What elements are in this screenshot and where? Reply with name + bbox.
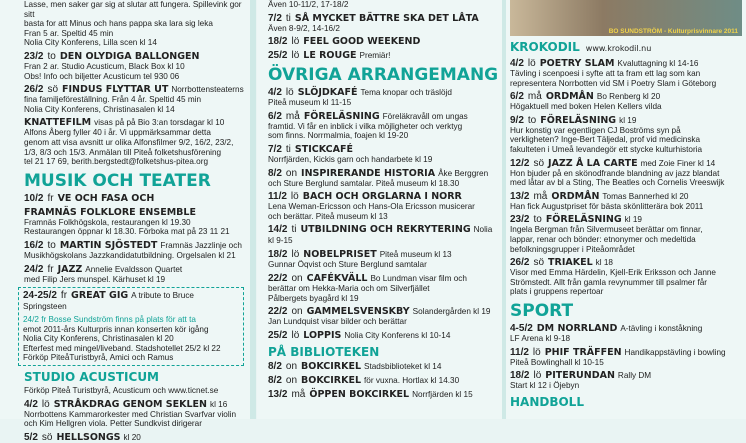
event-description-line: Nolia City Konferens, Christinasalen kl 14: [24, 104, 175, 114]
event-listing: [506, 214, 746, 254]
event-description-line: Framnäs Folkhögskola, restaurangen kl 19.30: [24, 217, 191, 227]
event-weekday: lö: [291, 36, 300, 48]
event-weekday: to: [47, 239, 56, 251]
event-header: [268, 144, 496, 155]
event-header: [268, 36, 496, 47]
event-weekday: sö: [47, 84, 59, 96]
column-right: [506, 0, 746, 419]
event-listing: [257, 87, 502, 108]
event-date: 13/2: [268, 388, 288, 400]
event-title: HELLSONGS: [56, 431, 121, 443]
event-title: ORDMÅN: [551, 190, 600, 202]
event-date: 9/2: [510, 114, 524, 126]
event-description-line: Fran 5 ar. Speltid 45 min: [24, 28, 114, 38]
featured-line: Förköp PiteåTuristbyrå, Amici och Ramus: [23, 353, 174, 363]
event-listing: [257, 224, 502, 246]
event-description-line: Alfons Åberg fyller 40 i år. Vi uppmärksammar detta: [24, 128, 211, 138]
event-description-line: Nolia City Konferens, Lilla scen kl 14: [24, 38, 157, 48]
event-weekday: må: [527, 91, 542, 103]
event-header: [268, 389, 496, 400]
event-detail: Föreläkravåll om ungas: [382, 111, 468, 121]
event-detail: visas på på Bio 3:an torsdagar kl 10: [94, 118, 225, 128]
event-listing: [257, 330, 502, 341]
event-detail: A tribute to Bruce Springsteen: [23, 291, 194, 312]
event-description-line: med Filip Jers munspel. Kärhuset kl 19: [24, 274, 166, 284]
event-description-line: 1/3, 8/3 och 15/3. Anmälan till Piteå folketshusförening: [24, 147, 222, 157]
event-header: [24, 264, 244, 275]
event-title: FRAMNÄS FOLKLORE ENSEMBLE: [24, 206, 196, 218]
event-title: SLÖJDKAFÉ: [297, 87, 358, 99]
event-listing: [257, 249, 502, 270]
event-header: [268, 224, 496, 246]
event-header: [268, 13, 496, 24]
event-description-line: verkligheten? Inge-Bert Täljedal, prof vid medicinska: [510, 135, 701, 145]
event-description-line: Fran 2 ar. Studio Acusticum, Black Box kl 10: [24, 61, 185, 71]
event-title: KNATTEFILM: [24, 117, 92, 129]
event-detail: Stadsbiblioteket kl 14: [364, 361, 442, 371]
event-weekday: må: [533, 190, 548, 202]
event-title: DM NORRLAND: [536, 322, 618, 334]
event-description-line: och Sture Berglund samtalar. Piteå museum kl 18.30: [268, 178, 460, 188]
event-listing: [0, 193, 250, 204]
event-description-line: och berättar. Piteå museum kl 13: [268, 211, 388, 221]
event-title: ORDMÅN: [545, 91, 594, 103]
event-title: GREAT GIG: [71, 290, 129, 302]
event-detail: Framnäs Jazzlinje och: [160, 240, 242, 250]
event-detail: Nolia kl 9-15: [268, 225, 493, 246]
event-title: TRIAKEL: [548, 257, 593, 269]
event-date: 4/2: [268, 87, 282, 99]
column-left: [0, 0, 250, 443]
event-description-line: Musikhögskolans Jazzkandidatutbildning. Orgelsalen kl 21: [24, 250, 236, 260]
event-header: [510, 370, 740, 381]
event-header: [24, 240, 244, 251]
event-header: [268, 87, 496, 98]
event-title: FEEL GOOD WEEKEND: [303, 36, 421, 48]
krokodil-url: www.krokodil.nu: [585, 44, 652, 53]
event-header: [510, 115, 740, 126]
photo: [510, 0, 742, 36]
event-date: 18/2: [268, 249, 288, 261]
event-title: PITERUNDAN: [545, 370, 615, 382]
event-description-line: och Kim Hellgren viola. Petter Sundkvist dirigerar: [24, 419, 202, 429]
event-date: 11/2: [510, 346, 529, 358]
event-title: BOKCIRKEL: [301, 374, 362, 386]
event-title: PHIF TRÄFFEN: [544, 346, 622, 358]
event-title: FINDUS FLYTTAR UT: [62, 84, 169, 96]
event-listing: [506, 191, 746, 212]
featured-line: emot 2011-års Kulturpris innan konserten kör igång: [23, 324, 209, 334]
event-listing: [0, 399, 250, 429]
event-listing: [0, 117, 250, 166]
event-header: [268, 361, 496, 372]
event-listing: [0, 240, 250, 261]
event-listing: [257, 0, 502, 10]
event-listing: [257, 50, 502, 61]
event-weekday: lö: [290, 191, 299, 203]
event-description-line: fina familjeföreställning. Från 4 år. Speltid 45 min: [24, 95, 202, 105]
event-listing: [23, 290, 239, 312]
event-detail: Tomas Bannerhed kl 20: [602, 191, 689, 201]
event-detail: Piteå museum kl 13: [379, 250, 452, 260]
event-description-line: Strömstedt. Allt från gamla revynummer till psalmer får: [510, 277, 708, 287]
event-date: 11/2: [268, 191, 287, 203]
event-date: 13/2: [510, 190, 530, 202]
event-title: FÖRELÄSNING: [540, 114, 617, 126]
event-description-line: Åven 10-11/2, 17-18/2: [268, 0, 349, 9]
section-heading-handboll: HANDBOLL: [510, 394, 584, 409]
event-title: GAMMELSVENSKBY: [306, 306, 410, 318]
event-weekday: lö: [533, 370, 542, 382]
event-detail: Norrfjärden kl 15: [412, 389, 473, 399]
column-middle: [257, 0, 502, 419]
event-listing: [506, 257, 746, 297]
event-detail: kl 19: [619, 115, 637, 125]
event-header: [510, 347, 740, 358]
event-description-line: Ingela Bergman från Silvermuseet berättar om finnar,: [510, 225, 703, 235]
event-detail: Annelie Evaldsson Quartet: [85, 264, 183, 274]
event-description-line: plats i gruppens repertoar: [510, 287, 604, 297]
event-listing: [257, 191, 502, 221]
event-description-line: Lasse, men saker gar sig at slutar att fungera. Spillevink gor sitt: [24, 0, 242, 19]
event-title: FÖRELÄSNING: [303, 110, 380, 122]
event-listing: [257, 111, 502, 141]
event-title: UTBILDNING OCH REKRYTERING: [300, 224, 471, 236]
event-weekday: sö: [41, 431, 53, 443]
event-listing: [257, 168, 502, 189]
event-weekday: lö: [291, 249, 300, 261]
event-description-line: fakulteten i Umeå levandegör ett stycke kulturhistoria: [510, 144, 703, 154]
event-description-line: LF Arena kl 9-18: [510, 333, 571, 343]
event-header: [510, 58, 740, 69]
event-detail: Premiär!: [359, 51, 391, 61]
event-title: FÖRELÄSNING: [545, 214, 622, 226]
event-detail: kl 18: [595, 258, 613, 268]
event-description-line: Visor med Emma Härdelin, Kjell-Erik Eriksson och Janne: [510, 268, 716, 278]
event-title: LE ROUGE: [303, 50, 357, 62]
event-title: JAZZ: [57, 263, 83, 275]
event-detail: Bo Lundman visar film och: [370, 273, 467, 283]
event-date: 10/2: [24, 192, 44, 204]
event-date: 18/2: [268, 36, 288, 48]
event-date: 23/2: [510, 214, 530, 226]
event-date: 6/2: [268, 110, 282, 122]
event-date: 26/2: [510, 257, 530, 269]
photo-caption: BO SUNDSTRÖM - Kulturprisvinnare 2011: [608, 28, 738, 35]
event-description-line: Norrbottens Kammarorkester med Christian Svarfvar violin: [24, 409, 237, 419]
event-listing: [0, 0, 250, 48]
event-header: [510, 214, 740, 225]
event-listing: [0, 207, 250, 237]
event-weekday: lö: [532, 346, 541, 358]
event-detail: för vuxna. Hortlax kl 14.30: [364, 375, 460, 385]
event-listing: [257, 144, 502, 165]
event-listing: [506, 323, 746, 344]
event-description-line: genom att visa avsnitt ur olika Alfonsfilmer 9/2, 16/2, 23/2,: [24, 137, 234, 147]
event-listing: [257, 273, 502, 303]
event-listing: [0, 432, 250, 443]
event-description-line: med låtar av bl a Sting, The Beatles och Cornelis Vreeswijk: [510, 178, 725, 188]
event-weekday: må: [291, 388, 306, 400]
featured-note: 24/2 fr Bosse Sundström finns på plats för att ta: [23, 315, 196, 325]
event-weekday: to: [527, 114, 537, 126]
event-header: [268, 273, 496, 284]
event-detail: Tema knopar och träslöjd: [360, 88, 452, 98]
event-weekday: to: [533, 214, 542, 226]
event-header: [24, 399, 244, 410]
section-heading-sport: SPORT: [510, 300, 574, 321]
event-title: VE OCH FASA OCH: [57, 192, 155, 204]
event-description-line: Hon bjuder på en skönodfrande blandning av jazz blandat: [510, 168, 720, 178]
event-date: 22/2: [268, 306, 288, 318]
event-listing: [0, 264, 250, 285]
event-detail: Kvaluttagning kl 14-16: [617, 59, 699, 68]
event-listing: [506, 158, 746, 188]
event-weekday: on: [291, 306, 303, 318]
event-listing: [506, 115, 746, 155]
featured-line: Nolia City Konferens, Christinasalen kl 20: [23, 334, 174, 344]
event-description-line: befolkningsgrupper i Piteåområdet: [510, 244, 635, 254]
event-header: [24, 432, 244, 443]
event-date: 4/2: [24, 398, 38, 410]
event-date: 4/2: [510, 58, 524, 69]
event-date: 24-25/2: [23, 290, 57, 302]
event-listing: [257, 375, 502, 386]
event-listing: [257, 36, 502, 47]
event-header: [510, 323, 740, 334]
event-detail: Norrbottensteaterns: [171, 85, 244, 95]
event-title: JAZZ Å LA CARTE: [548, 157, 638, 169]
event-weekday: fr: [60, 290, 68, 302]
event-weekday: sö: [533, 157, 545, 169]
event-header: [24, 84, 244, 95]
event-date: 25/2: [268, 50, 288, 62]
event-date: 24/2: [24, 263, 44, 275]
event-title: BACH OCH ORGLARNA I NORR: [302, 191, 462, 203]
event-title: INSPIRERANDE HISTORIA: [301, 167, 436, 179]
event-header: [268, 191, 496, 202]
event-description-line: Restaurangen öppnar kl 18.30. Förboka mat på 23 11 21: [24, 227, 230, 237]
event-header: [510, 158, 740, 169]
event-listing: [506, 91, 746, 112]
event-detail: kl 19: [624, 215, 642, 225]
event-date: 8/2: [268, 374, 282, 386]
event-header: [268, 249, 496, 260]
event-title: DEN OLYDIGA BALLONGEN: [59, 50, 200, 62]
event-weekday: on: [291, 272, 303, 284]
event-weekday: on: [285, 360, 298, 372]
event-description-line: Lena Weman-Ericsson och Hans-Ola Ericsson musicerar: [268, 202, 475, 212]
event-date: 8/2: [268, 360, 282, 372]
event-description-line: Även 8-9/2, 14-16/2: [268, 23, 340, 33]
event-description-line: berättar om Hekka-Maria och om Silverfjället: [268, 283, 430, 293]
event-detail: Rally DM: [617, 371, 652, 381]
event-detail: kl 16: [209, 399, 228, 409]
event-detail: Bo Renberg kl 20: [596, 92, 661, 102]
event-header: [510, 257, 740, 268]
event-header: [24, 207, 244, 218]
event-date: 7/2: [268, 143, 282, 155]
event-weekday: on: [285, 374, 298, 386]
event-detail: Nolia City Konferens kl 10-14: [344, 330, 451, 340]
event-date: 12/2: [510, 157, 530, 169]
event-detail: Solandergården kl 19: [412, 307, 491, 317]
featured-event-box: [18, 287, 244, 366]
event-description-line: Piteå Bowlinghall kl 10-15: [510, 357, 604, 367]
event-title: SÅ MYCKET BÄTTRE SKA DET LÅTA: [294, 12, 479, 24]
event-date: 18/2: [510, 370, 530, 382]
event-description-line: Jan Lundquist visar bilder och berättar: [268, 317, 407, 327]
event-listing: [506, 58, 746, 88]
event-date: 7/2: [268, 12, 282, 24]
event-title: ÖPPEN BOKCIRKEL: [309, 388, 410, 400]
event-weekday: lö: [527, 58, 536, 69]
event-weekday: ti: [285, 143, 291, 155]
event-weekday: lö: [41, 398, 50, 410]
event-title: POETRY SLAM: [539, 58, 615, 69]
event-description-line: Start kl 12 i Öjebyn: [510, 381, 580, 391]
event-date: 22/2: [268, 272, 288, 284]
event-date: 16/2: [24, 239, 44, 251]
event-weekday: lö: [285, 87, 294, 99]
event-listing: [257, 389, 502, 400]
event-detail: med Zoie Finer kl 14: [640, 158, 716, 168]
section-heading-ovriga: ÖVRIGA ARRANGEMANG: [268, 65, 499, 86]
event-header: [268, 330, 496, 341]
event-title: MARTIN SJÖSTEDT: [59, 239, 158, 251]
event-date: 14/2: [268, 224, 288, 236]
event-header: [268, 111, 496, 122]
event-description-line: Högaktuell med boken Helen Kellers vilda: [510, 102, 662, 112]
event-header: [268, 306, 496, 317]
event-description-line: som finns. Norrmalmia, foajen kl 19-20: [268, 131, 409, 141]
event-header: [23, 290, 233, 312]
event-listing: [506, 347, 746, 368]
event-listing: [257, 306, 502, 327]
event-listing: [257, 361, 502, 372]
event-header: [268, 168, 496, 179]
event-weekday: lö: [291, 50, 300, 62]
event-weekday: må: [285, 110, 300, 122]
event-description-line: Gunnar Öqvist och Sture Berglund samtalar: [268, 260, 427, 270]
event-description-line: Pålbergets byagård kl 19: [268, 293, 359, 303]
event-weekday: ti: [291, 224, 297, 236]
studio-info: Förköp Piteå Turistbyrå, Acusticum och www.ticnet.se: [24, 386, 219, 396]
event-date: 4-5/2: [510, 322, 533, 334]
event-title: NOBELPRISET: [303, 249, 377, 261]
event-weekday: sö: [533, 257, 545, 269]
event-detail: A-tävling i konståkning: [620, 323, 703, 333]
event-weekday: ti: [285, 12, 291, 24]
event-date: 5/2: [24, 431, 38, 443]
event-header: [510, 191, 740, 202]
event-detail: Åke Berggren: [438, 168, 489, 178]
event-title: STRÅKDRAG GENOM SEKLEN: [53, 398, 207, 410]
event-description-line: lappar, renar och bönder: etnonymer och medeltida: [510, 234, 696, 244]
event-header: [24, 193, 244, 204]
event-date: 26/2: [24, 84, 44, 96]
event-listing: [506, 370, 746, 391]
event-title: BOKCIRKEL: [301, 360, 362, 372]
event-weekday: to: [47, 50, 56, 62]
event-date: 25/2: [268, 329, 288, 341]
event-title: LOPPIS: [303, 329, 342, 341]
event-description-line: Han fick Augustpriset för bästa skönlitterära bok 2011: [510, 201, 704, 211]
event-description-line: Tävling i scenpoesi i syfte att ta fram ett lag som kan: [510, 69, 701, 78]
event-description-line: framtid. Vi får en inblick i vilka möjligheter och verktyg: [268, 121, 463, 131]
event-description-line: tel 21 17 69, berith.bergstedt@folketshus-pitea.org: [24, 157, 208, 167]
event-header: [24, 51, 244, 62]
event-date: 8/2: [268, 167, 282, 179]
event-description-line: basta for att Minus och hans pappa ska lara sig leka: [24, 19, 213, 29]
event-weekday: fr: [47, 263, 54, 275]
event-weekday: lö: [291, 329, 300, 341]
event-description-line: Norrfjärden, Kickis garn och handarbete kl 19: [268, 154, 433, 164]
event-weekday: on: [285, 167, 298, 179]
featured-line: Efterfest med mingel/liveband. Stadshotellet 25/2 kl 22: [23, 343, 221, 353]
event-title: CAFÉKVÄLL: [306, 272, 368, 284]
section-heading-bibliotek: PÅ BIBLIOTEKEN: [268, 344, 380, 359]
event-header: [268, 50, 496, 61]
event-header: [510, 91, 740, 102]
event-date: 6/2: [510, 91, 524, 103]
event-header: [24, 117, 244, 128]
event-date: 23/2: [24, 50, 44, 62]
event-header: [268, 375, 496, 386]
event-listing: [257, 13, 502, 34]
section-heading-krokodil: [510, 40, 746, 56]
event-description-line: Piteå museum kl 11-15: [268, 98, 352, 108]
event-detail: kl 20: [123, 432, 141, 442]
event-description-line: representera Norrbotten vid SM i Poetry Slam i Göteborg: [510, 78, 717, 88]
event-description-line: Obs! Info och biljetter Acusticum tel 930 06: [24, 71, 180, 81]
event-description-line: Hur konstig var egentligen CJ Boströms syn på: [510, 125, 681, 135]
column-divider: [250, 0, 256, 419]
event-detail: Handikappstävling i bowling: [624, 347, 726, 357]
event-title: STICKCAFÉ: [294, 143, 353, 155]
section-heading-music: MUSIK OCH TEATER: [24, 170, 211, 191]
event-weekday: fr: [47, 192, 54, 204]
event-listing: [0, 84, 250, 114]
event-listing: [0, 51, 250, 81]
section-heading-studio: STUDIO ACUSTICUM: [24, 370, 159, 385]
section-title: KROKODIL: [510, 40, 580, 54]
